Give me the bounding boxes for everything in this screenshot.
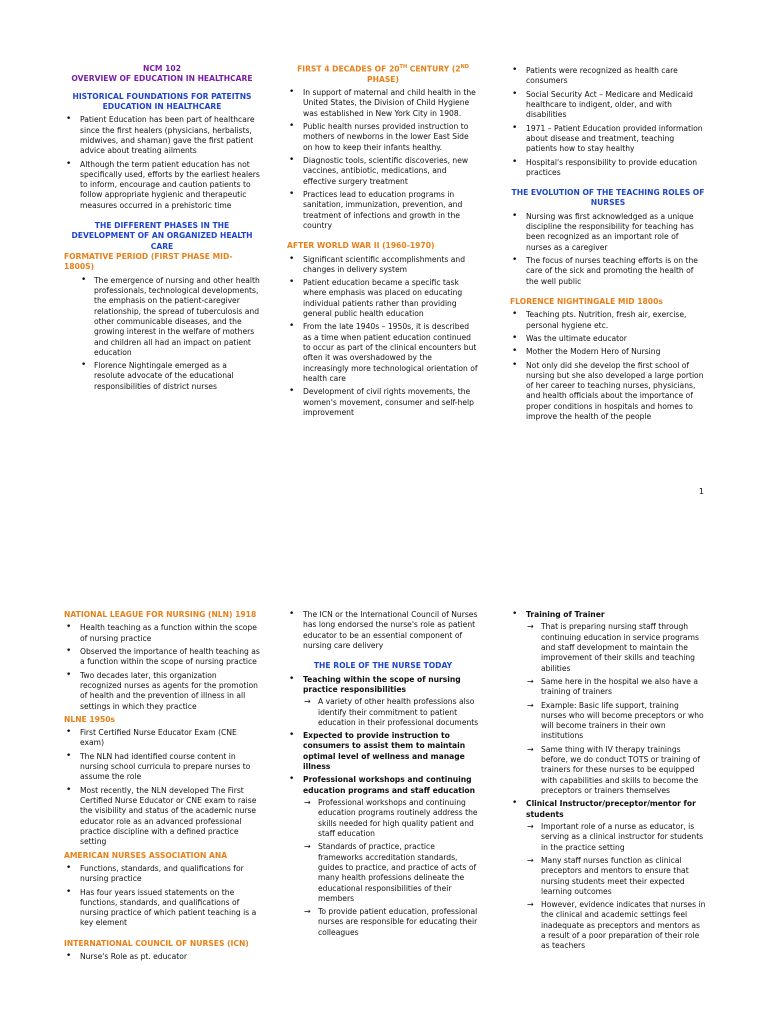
list-item: • Functions, standards, and qualifications for nursing practice: [80, 864, 260, 885]
section-heading-evolution: THE EVOLUTION OF THE TEACHING ROLES OF NURSES: [511, 188, 705, 208]
evolution-list: [510, 212, 706, 287]
list-item: • Patient Education has been part of healthcare since the first healers (physicians, herbalists, midwives, and shaman) gave the first patient advice about treating ailments: [80, 115, 260, 156]
list-item: • Mother the Modern Hero of Nursing: [526, 347, 706, 357]
section-heading-nln: NATIONAL LEAGUE FOR NURSING (NLN) 1918: [64, 610, 257, 619]
sub-list-item: → Same here in the hospital we also have a training of trainers: [541, 677, 706, 698]
heading-text: FIRST 4 DECADES OF 20: [297, 64, 400, 74]
section-heading-after-ww2: AFTER WORLD WAR II (1960-1970): [287, 241, 435, 251]
list-item: • Was the ultimate educator: [526, 334, 706, 344]
section-heading-formative-period: FORMATIVE PERIOD (FIRST PHASE MID-1800S): [64, 252, 233, 272]
list-item: [526, 610, 706, 796]
page2-column-3: [510, 610, 706, 955]
section-heading-historical-foundations: HISTORICAL FOUNDATIONS FOR PATEITNS EDUCATION IN HEALTHCARE: [72, 91, 252, 111]
first-4-decades-list: [287, 88, 479, 231]
list-item: • Practices lead to education programs in sanitation, immunization, prevention, and treatment of infections and growth in the country: [303, 190, 479, 231]
role-today-list: [287, 675, 479, 939]
course-code: NCM 102: [143, 64, 181, 73]
sub-list: [526, 622, 706, 796]
heading-text: CENTURY (2: [407, 64, 461, 74]
list-item: • 1971 – Patient Education provided information about disease and treatment, teaching patients how to stay healthy: [526, 124, 706, 155]
list-item: • In support of maternal and child health in the United States, the Division of Child Hygiene was established in New York City in 1908.: [303, 88, 479, 119]
sub-list: [303, 697, 479, 728]
sub-list-item: → Many staff nurses function as clinical preceptors and mentors to ensure that nursing students meet their expected learning outcomes: [541, 856, 706, 897]
list-item: • The emergence of nursing and other health professionals, technological developments, the emphasis on the patient-caregiver relationship, the spread of tuberculosis and other communicable diseases, and the growing interest in the welfare of mothers and children all had an impact on patient education: [94, 276, 260, 359]
sub-list-item: → Same thing with IV therapy trainings before, we do conduct TOTS or training of trainers for these nurses to be equipped with capabilities and skills to become the preceptors or trainers themselves: [541, 745, 706, 797]
page1-column-3: [510, 66, 706, 425]
list-item: • Not only did she develop the first school of nursing but she also developed a large portion of her career to teaching nurses, physicians, and health officials about the importance of proper conditions in hospitals and homes to improve the health of the people: [526, 361, 706, 423]
sub-list-item: → Standards of practice, practice frameworks accreditation standards, guides to practice, and practice of acts of many health professions delineate the educational responsibilities of their members: [318, 842, 479, 904]
page1-column-2: [287, 64, 479, 421]
list-item: • First Certified Nurse Educator Exam (CNE exam): [80, 728, 260, 749]
document-page-1: [0, 0, 768, 510]
list-item: • Significant scientific accomplishments and changes in delivery system: [303, 255, 479, 276]
course-title: OVERVIEW OF EDUCATION IN HEALTHCARE: [71, 74, 253, 84]
list-item: • Two decades later, this organization recognized nurses as agents for the promotion of health and the prevention of illness in all settings in which they practice: [80, 671, 260, 712]
historical-foundations-list: [64, 115, 260, 211]
sub-list-item: → To provide patient education, professional nurses are responsible for educating their colleagues: [318, 907, 479, 938]
list-item-heading: Training of Trainer: [526, 610, 605, 619]
ana-list: [64, 864, 260, 929]
section-heading-ana: AMERICAN NURSES ASSOCIATION ANA: [64, 850, 228, 860]
sub-list-item: → A variety of other health professions also identify their commitment to patient education in their professional documents: [318, 697, 479, 728]
sub-list-item: → Professional workshops and continuing education programs routinely address the skills needed for high quality patient and staff education: [318, 798, 479, 839]
section-heading-nlne: NLNE 1950s: [64, 714, 116, 724]
section-heading-icn: INTERNATIONAL COUNCIL OF NURSES (ICN): [64, 938, 249, 948]
list-item: • Teaching pts. Nutrition, fresh air, exercise, personal hygiene etc.: [526, 310, 706, 331]
list-item: • Patient education became a specific task where emphasis was placed on educating individual patients rather than providing general public health education: [303, 278, 479, 319]
florence-nightingale-list: [510, 310, 706, 422]
list-item: [303, 731, 479, 772]
sub-list-item: → However, evidence indicates that nurses in the clinical and academic settings feel inadequate as preceptors and mentors as a result of a poor preparation of their role as teachers: [541, 900, 706, 952]
list-item-heading: Expected to provide instruction to consumers to assist them to maintain optimal level of wellness and manage illness: [303, 731, 466, 772]
list-item: • Nurse's Role as pt. educator: [80, 952, 260, 962]
list-item: • Most recently, the NLN developed The First Certified Nurse Educator or CNE exam to raise the visibility and status of the academic nurse educator role as an advanced professional practice discipline with a defined practice setting: [80, 786, 260, 848]
list-item: • Health teaching as a function within the scope of nursing practice: [80, 623, 260, 644]
section-heading-role-today: THE ROLE OF THE NURSE TODAY: [313, 661, 453, 671]
educator-roles-list: [510, 610, 706, 952]
list-item-heading: Professional workshops and continuing education programs and staff education: [303, 775, 476, 795]
list-item: • The ICN or the International Council of Nurses has long endorsed the nurse's role as patient educator to be an essential component of nursing care delivery: [303, 610, 479, 651]
list-item: [303, 675, 479, 729]
section-heading-phases: THE DIFFERENT PHASES IN THE DEVELOPMENT OF AN ORGANIZED HEALTH CARE: [71, 221, 253, 251]
formative-period-list: [64, 276, 260, 392]
list-item: • From the late 1940s – 1950s, it is described as a time when patient education continued to occur as part of the clinical encounters but often it was overshadowed by the increasingly more technological orientation of health care: [303, 322, 479, 384]
sub-list-item: → That is preparing nursing staff through continuing education in service programs and staff development to maintain the improvement of their skills and teaching abilities: [541, 622, 706, 674]
page-number: 1: [698, 487, 704, 496]
consumer-era-list: [510, 66, 706, 178]
page2-column-2: [287, 610, 479, 941]
list-item: • The focus of nurses teaching efforts is on the care of the sick and promoting the health of the well public: [526, 256, 706, 287]
list-item-heading: Teaching within the scope of nursing practice responsibilities: [303, 674, 461, 694]
sub-list-item: → Important role of a nurse as educator, is serving as a clinical instructor for students in the practice setting: [541, 822, 706, 853]
list-item: • Development of civil rights movements, the women's movement, consumer and self-help improvement: [303, 387, 479, 418]
sub-list: [303, 798, 479, 938]
heading-text: PHASE): [367, 74, 399, 84]
list-item: • Public health nurses provided instruction to mothers of newborns in the lower East Side on how to keep their infants healthy.: [303, 122, 479, 153]
icn-list: [64, 952, 260, 962]
list-item: • Patients were recognized as health care consumers: [526, 66, 706, 87]
list-item: • Although the term patient education has not specifically used, efforts by the earliest healers to inform, encourage and caution patients to follow appropriate hygienic and therapeutic measures occurred in a prehistoric time: [80, 160, 260, 212]
icn-continued-list: [287, 610, 479, 651]
superscript: TH: [399, 64, 408, 70]
superscript: ND: [460, 64, 469, 70]
page1-column-1: [64, 64, 260, 395]
list-item: • Social Security Act – Medicare and Medicaid healthcare to indigent, older, and with disabilities: [526, 90, 706, 121]
list-item-heading: Clinical Instructor/preceptor/mentor for students: [526, 799, 696, 819]
sub-list-item: → Example: Basic life support, training nurses who will become preceptors or who will become trainers in their own institutions: [541, 701, 706, 742]
sub-list: [526, 822, 706, 952]
list-item: • Observed the importance of health teaching as a function within the scope of nursing practice: [80, 647, 260, 668]
list-item: • Hospital's responsibility to provide education practices: [526, 158, 706, 179]
section-heading-florence-nightingale: FLORENCE NIGHTINGALE MID 1800s: [510, 296, 663, 306]
document-page-2: [0, 510, 768, 1024]
after-ww2-list: [287, 255, 479, 419]
list-item: • Has four years issued statements on the functions, standards, and qualifications of nursing practice of which patient teaching is a key element: [80, 888, 260, 929]
nln-list: [64, 623, 260, 712]
nlne-list: [64, 728, 260, 847]
list-item: [303, 775, 479, 938]
page2-column-1: [64, 610, 260, 965]
list-item: [526, 799, 706, 951]
list-item: • The NLN had identified course content in nursing school curricula to prepare nurses to assume the role: [80, 752, 260, 783]
list-item: • Diagnostic tools, scientific discoveries, new vaccines, antibiotic, medications, and effective surgery treatment: [303, 156, 479, 187]
list-item: • Florence Nightingale emerged as a resolute advocate of the educational responsibilities of district nurses: [94, 361, 260, 392]
list-item: • Nursing was first acknowledged as a unique discipline the responsibility for teaching has been recognized as an important role of nurses as a caregiver: [526, 212, 706, 253]
section-heading-first-4-decades: [287, 64, 479, 85]
